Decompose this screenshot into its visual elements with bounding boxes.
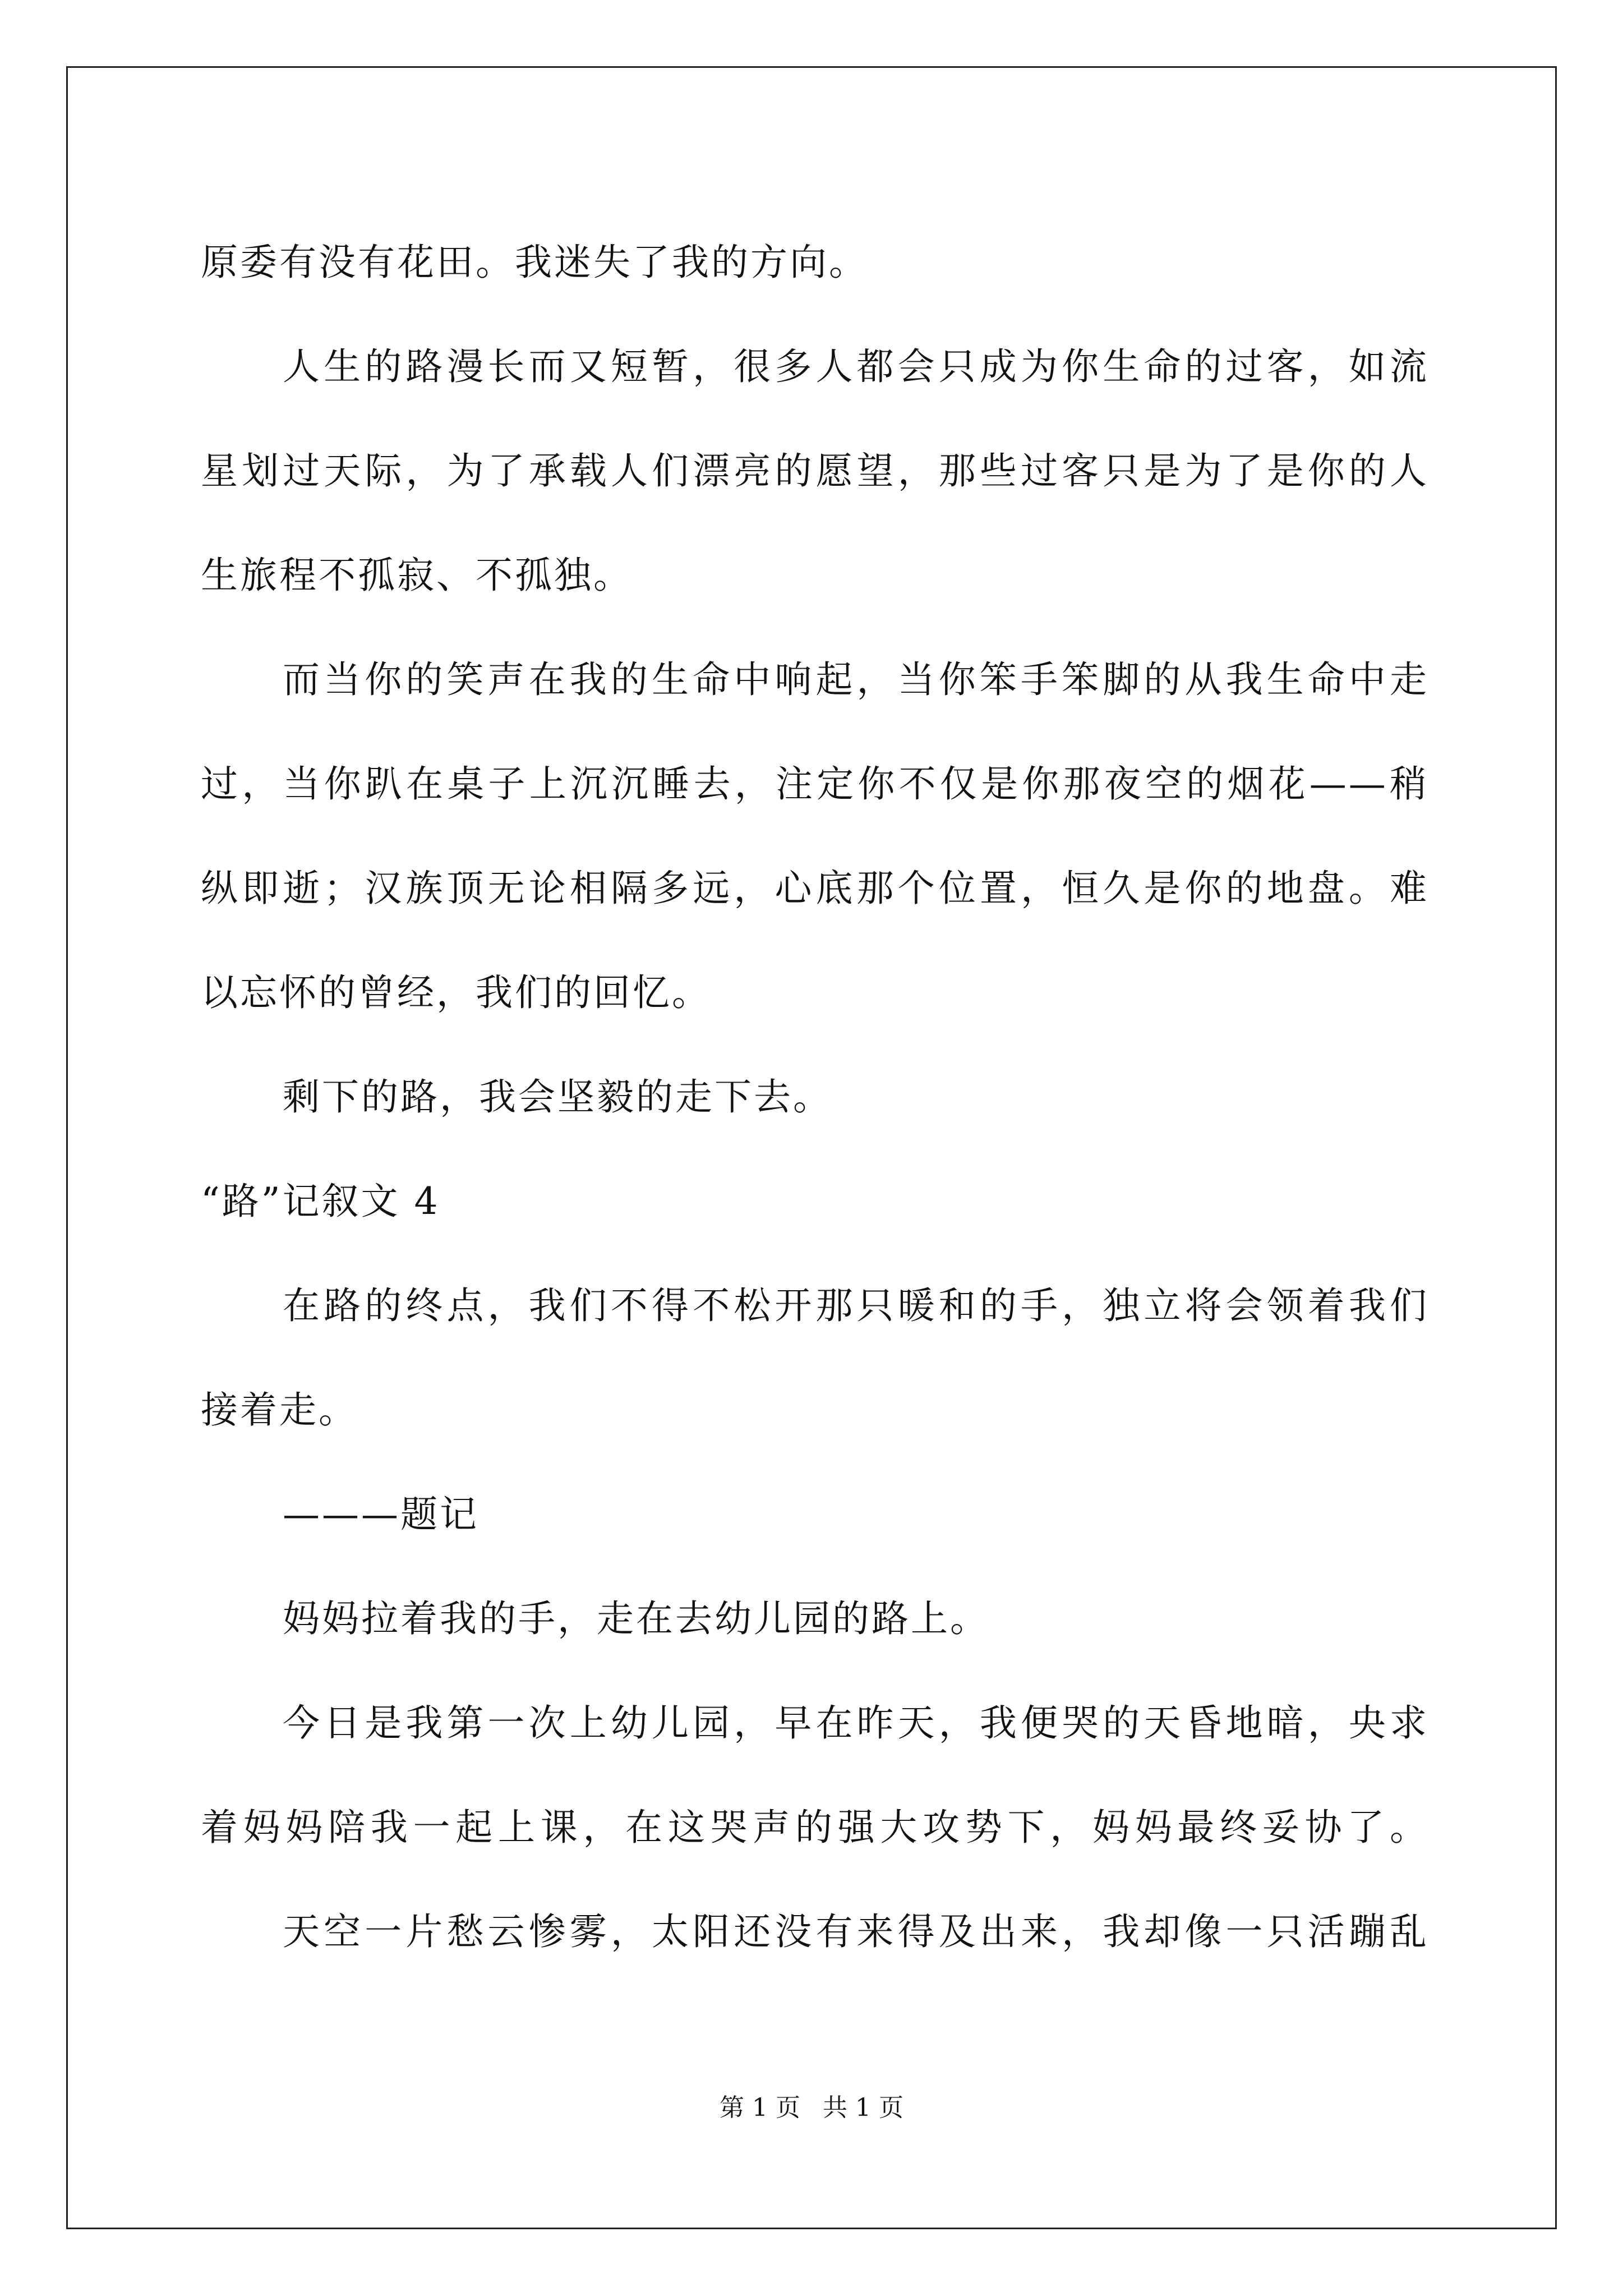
text-line: 剩下的路，我会坚毅的走下去。: [283, 1075, 832, 1119]
text-line: 人生的路漫长而又短暂，很多人都会只成为你生命的过客，如流: [283, 345, 1429, 388]
text-line: 星划过天际，为了承载人们漂亮的愿望，那些过客只是为了是你的人: [201, 449, 1429, 493]
text-line: 天空一片愁云惨雾，太阳还没有来得及出来，我却像一只活蹦乱: [283, 1910, 1429, 1953]
text-line: 生旅程不孤寂、不孤独。: [201, 554, 633, 597]
text-line: 在路的终点，我们不得不松开那只暖和的手，独立将会领着我们: [283, 1284, 1429, 1327]
text-line: 今日是我第一次上幼儿园，早在昨天，我便哭的天昏地暗，央求: [283, 1701, 1429, 1745]
text-line: 妈妈拉着我的手，走在去幼儿园的路上。: [283, 1597, 989, 1640]
section-heading: “路”记叙文 4: [201, 1180, 440, 1223]
epigraph-label: ———题记: [283, 1493, 479, 1536]
page-number: 第 1 页: [720, 2093, 800, 2122]
text-line: 着妈妈陪我一起上课，在这哭声的强大攻势下，妈妈最终妥协了。: [201, 1806, 1429, 1849]
text-line: 过，当你趴在桌子上沉沉睡去，注定你不仅是你那夜空的烟花——稍: [201, 762, 1429, 806]
total-pages: 共 1 页: [823, 2093, 903, 2122]
text-line: 以忘怀的曾经，我们的回忆。: [201, 971, 711, 1014]
text-line: 原委有没有花田。我迷失了我的方向。: [201, 241, 868, 284]
text-line: 接着走。: [201, 1388, 358, 1432]
text-line: 而当你的笑声在我的生命中响起，当你笨手笨脚的从我生命中走: [283, 658, 1429, 701]
document-body: [201, 210, 1429, 1984]
page-footer: [0, 2091, 1623, 2125]
text-line: 纵即逝；汉族顶无论相隔多远，心底那个位置，恒久是你的地盘。难: [201, 867, 1429, 910]
